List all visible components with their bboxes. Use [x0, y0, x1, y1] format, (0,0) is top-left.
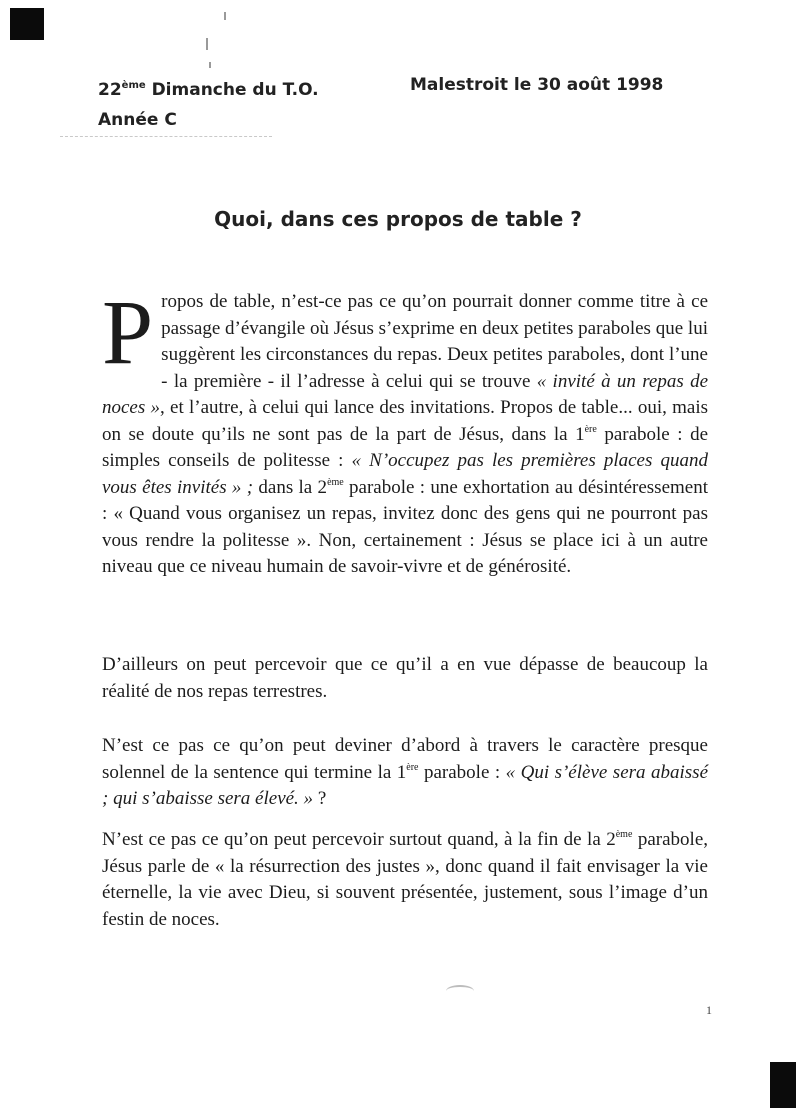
paragraph-3: N’est ce pas ce qu’on peut deviner d’abord à travers le caractère presque solennel de la sentence qui termine la 1ère parabole : « Qui s’élève sera abaissé ; qui s’abaisse sera élevé. » ?	[102, 735, 709, 809]
header-divider	[60, 136, 272, 137]
scan-smudge	[446, 985, 474, 997]
liturgical-year: Année C	[98, 110, 177, 130]
paragraph-2: D’ailleurs on peut percevoir que ce qu’il a en vue dépasse de beaucoup la réalité de nos repas terrestres.	[102, 654, 708, 702]
paragraph-1: Propos de table, n’est-ce pas ce qu’on pourrait donner comme titre à ce passage d’évangile où Jésus s’exprime en deux petites paraboles que lui suggèrent les circonstances du repas. Deux petites paraboles, dont l’une - la première - il l’adresse à celui qui se trouve « invité à un repas de noces », et l’autre, à celui qui lance des invitations. Propos de table... oui, mais on se doute qu’ils ne sont pas de la part de Jésus, dans la 1ère parabole : de simples conseils de politesse : « N’occupez pas les premières places quand vous êtes invités » ; dans la 2ème parabole : une exhortation au désintéressement : « Quand vous organisez un repas, invitez donc des gens qui ne pourront pas vous rendre la politesse ». Non, certainement : Jésus se place ici à un autre niveau que ce niveau humain de savoir-vivre et de générosité.	[102, 281, 708, 577]
place-date: Malestroit le 30 août 1998	[410, 75, 664, 95]
scan-speck	[206, 38, 208, 50]
scan-speck	[224, 12, 226, 20]
scan-corner-mark-bottom-right	[770, 1062, 796, 1108]
scan-corner-mark-top-left	[10, 8, 44, 40]
page-number: 1	[706, 1003, 712, 1017]
sunday-label: 22ème Dimanche du T.O.	[98, 80, 319, 100]
scan-speck	[209, 62, 211, 68]
drop-cap: P	[102, 281, 154, 383]
paragraph-4: N’est ce pas ce qu’on peut percevoir surtout quand, à la fin de la 2ème parabole, Jésus parle de « la résurrection des justes », donc quand il fait envisager la vie éternelle, la vie avec Dieu, si souvent présentée, justement, sous l’image d’un festin de noces.	[102, 829, 709, 930]
page-title: Quoi, dans ces propos de table ?	[214, 207, 582, 231]
